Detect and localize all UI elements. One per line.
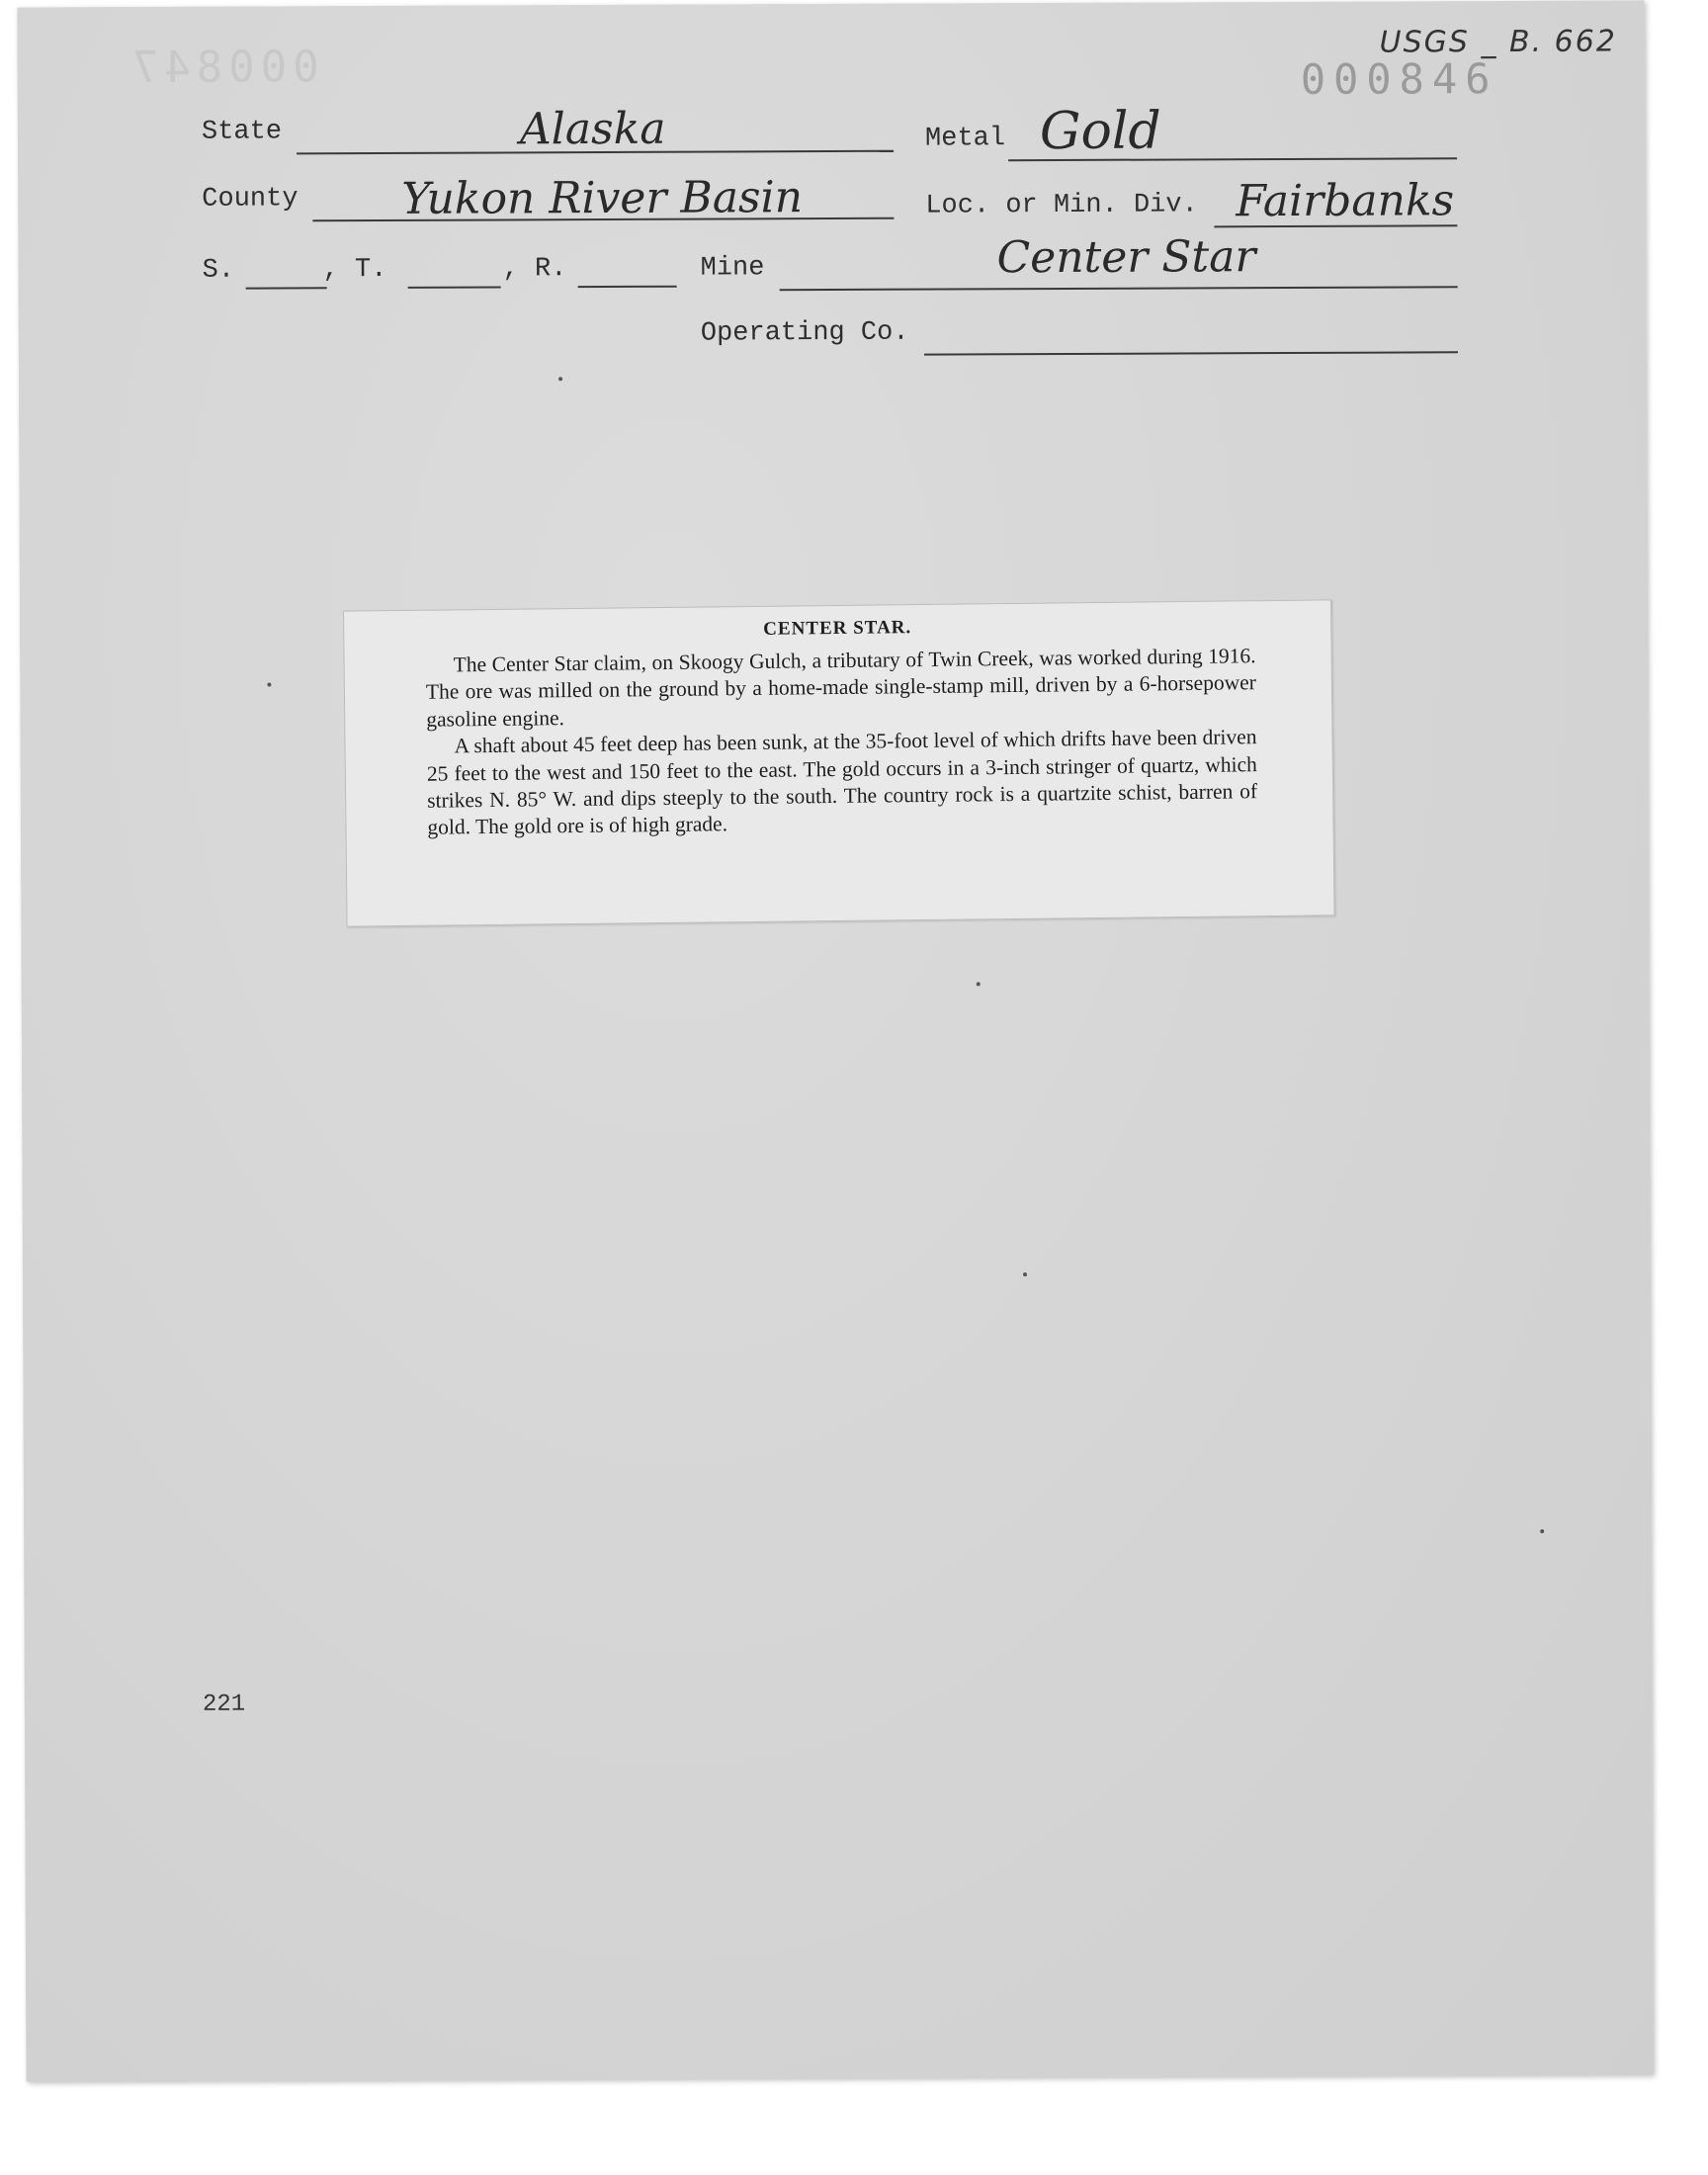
range-line [578, 286, 677, 288]
mine-label: Mine [700, 253, 765, 284]
county-value: Yukon River Basin [401, 172, 804, 224]
state-value: Alaska [519, 103, 666, 155]
mine-line [780, 286, 1458, 291]
section-label: S. [202, 255, 235, 286]
metal-value: Gold [1039, 101, 1161, 162]
operating-co-label: Operating Co. [700, 317, 909, 349]
dust-speck [977, 982, 981, 986]
township-label: , T. [322, 254, 387, 286]
state-label: State [201, 117, 283, 147]
dust-speck [1540, 1529, 1544, 1533]
section-line [246, 287, 327, 289]
page-number: 221 [202, 1691, 246, 1718]
dust-speck [267, 682, 271, 686]
township-line [408, 286, 501, 288]
range-label: , R. [502, 254, 567, 285]
dust-speck [558, 377, 562, 381]
operating-co-line [924, 351, 1458, 355]
clipping-paragraph-2: A shaft about 45 feet deep has been sunk, at the 35-foot level of which drifts have been driven 25 feet to the west and 150 feet to the east. The gold occurs in a 3-inch stringer of quartz, which strikes N. 85° W. and dips steeply to the south. The country rock is a quartzite schist, barren of gold. The gold ore is of high grade. [426, 725, 1258, 840]
serial-number: 000846 [1300, 54, 1498, 104]
clipping-paragraph-1: The Center Star claim, on Skoogy Gulch, a tributary of Twin Creek, was worked during 1916. The ore was milled on the ground by a home-made single-stamp mill, driven by a 6-horsepower gasoline engine. [425, 644, 1257, 732]
ghost-stamp: 000847 [126, 42, 319, 94]
loc-label: Loc. or Min. Div. [925, 190, 1198, 221]
metal-label: Metal [924, 124, 1006, 154]
clipping-title: CENTER STAR. [763, 617, 912, 640]
county-label: County [202, 184, 299, 215]
clipping-body [425, 643, 1257, 841]
dust-speck [1023, 1272, 1027, 1276]
loc-value: Fairbanks [1236, 175, 1455, 227]
index-card-sheet [17, 0, 1653, 2081]
reference-code: USGS _ B. 662 [1379, 24, 1617, 60]
mine-value: Center Star [996, 231, 1256, 284]
text-clipping [343, 599, 1335, 926]
